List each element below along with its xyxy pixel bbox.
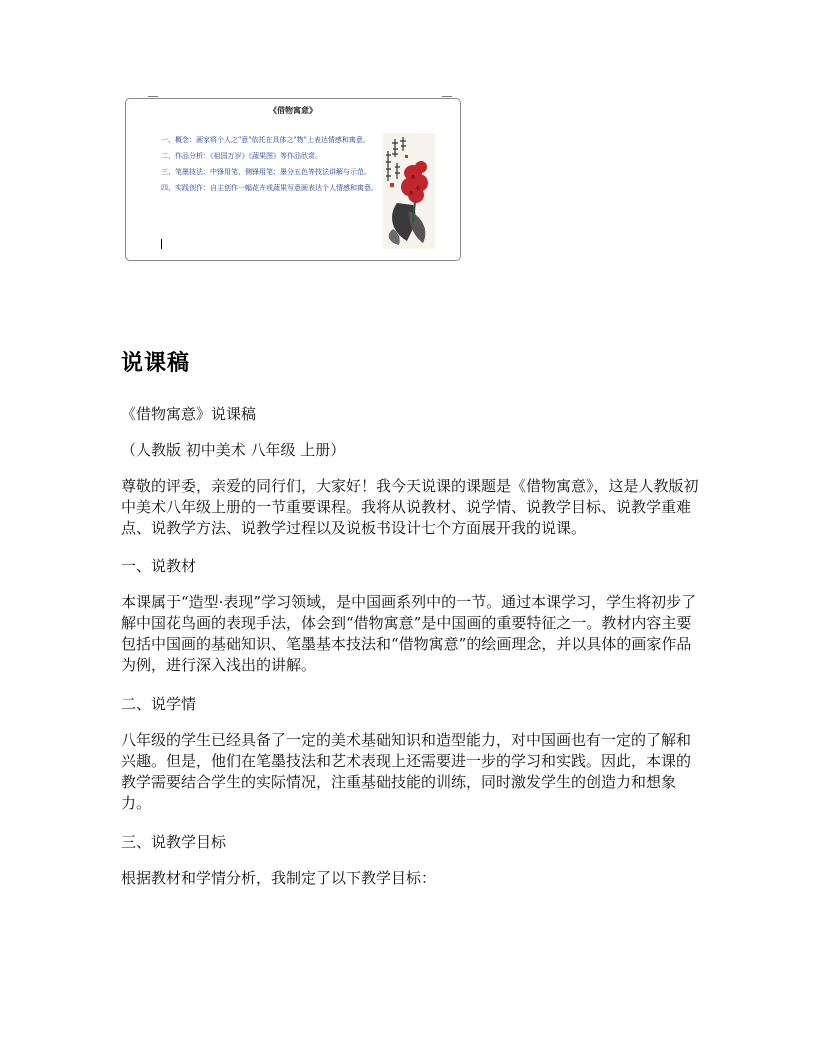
textbook-paragraph: 本课属于“造型·表现”学习领域，是中国画系列中的一节。通过本课学习，学生将初步了解中国花鸟画的表现手法，体会到“借物寓意”是中国画的重要特征之一。教材内容主要包括中国画的基础知识、笔墨基本技法和“借物寓意”的绘画理念，并以具体的画家作品为例，进行深入浅出的讲解。 <box>121 593 697 674</box>
crop-mark <box>442 96 452 97</box>
ink-flower-painting-image <box>383 133 435 249</box>
slide-line: 三、笔墨技法：中锋用笔、侧锋用笔；墨分五色等技法讲解与示范。 <box>161 168 371 176</box>
section-heading-textbook: 一、说教材 <box>121 557 197 575</box>
objectives-intro: 根据教材和学情分析，我制定了以下教学目标： <box>121 869 437 887</box>
section-heading-objectives: 三、说教学目标 <box>121 833 227 851</box>
textbook-info: （人教版 初中美术 八年级 上册） <box>121 441 346 459</box>
document-heading: 说课稿 <box>121 351 191 376</box>
slide-outline <box>161 135 379 199</box>
text-cursor <box>161 239 162 249</box>
slide-title: 《借物寓意》 <box>269 105 317 115</box>
slide-line: 一、概念：画家将个人之"意"依托在具体之"物"上表达情感和寓意。 <box>161 136 370 144</box>
intro-paragraph: 尊敬的评委，亲爱的同行们，大家好！我今天说课的课题是《借物寓意》，这是人教版初中美术八年级上册的一节重要课程。我将从说教材、说学情、说教学目标、说教学重难点、说教学方法、说教学过程以及说板书设计七个方面展开我的说课。 <box>121 477 699 537</box>
slide-line: 四、实践创作：自主创作一幅花卉或蔬果写意画表达个人情感和寓意。 <box>161 184 378 192</box>
embedded-slide-image <box>125 98 461 261</box>
students-paragraph: 八年级的学生已经具备了一定的美术基础知识和造型能力，对中国画也有一定的了解和兴趣。但是，他们在笔墨技法和艺术表现上还需要进一步的学习和实践。因此，本课的教学需要结合学生的实际情况，注重基础技能的训练，同时激发学生的创造力和想象力。 <box>121 731 692 812</box>
lesson-title: 《借物寓意》说课稿 <box>121 405 257 423</box>
slide-line: 二、作品分析：《祖国万岁》《蔬果图》等作品欣赏。 <box>161 152 322 160</box>
section-heading-students: 二、说学情 <box>121 695 197 713</box>
crop-mark <box>148 96 158 97</box>
